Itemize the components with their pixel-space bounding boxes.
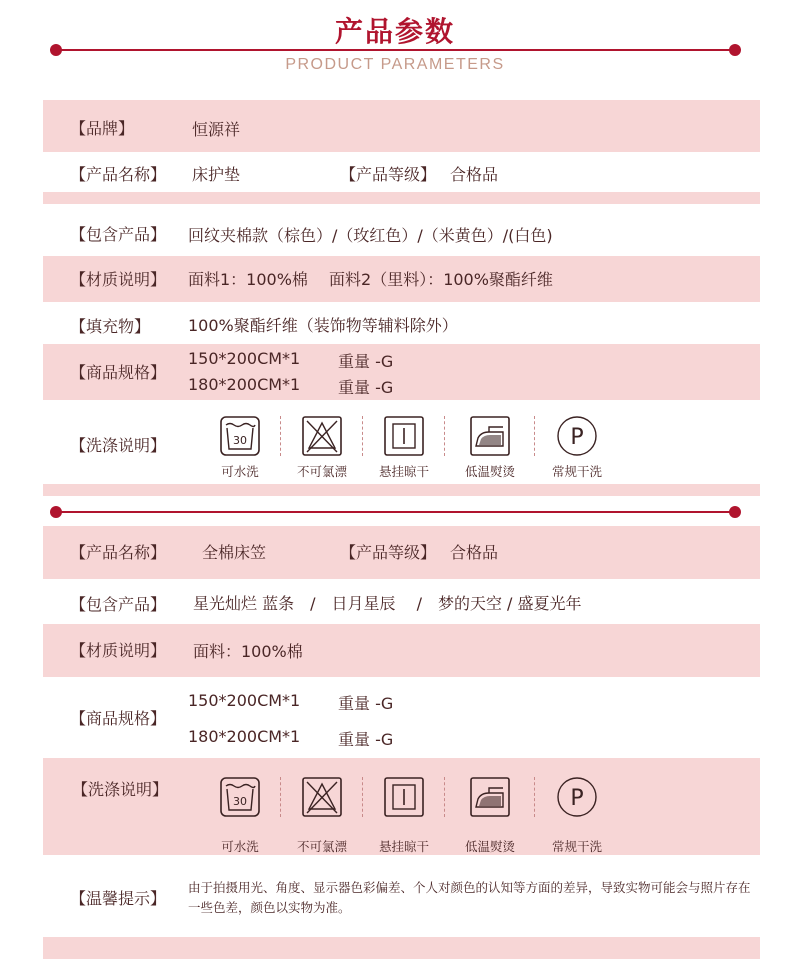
tips-text: 由于拍摄用光、角度、显示器色彩偏差、个人对颜色的认知等方面的差异，导致实物可能会与照片存在一些色差，颜色以实物为准。: [188, 880, 751, 915]
icon-separator: [534, 416, 535, 456]
wash-item: [200, 775, 280, 855]
material-label: 【材质说明】: [70, 641, 167, 660]
product-name-value: 床护垫: [192, 165, 241, 184]
wash-caption: 可水洗: [221, 464, 259, 479]
divider-dot-right: [729, 44, 741, 56]
spec-size: 180*200CM*1: [188, 375, 301, 394]
spec-size: 150*200CM*1: [188, 691, 301, 710]
wash-caption: 低温熨烫: [464, 464, 515, 479]
spec-label: 【商品规格】: [70, 709, 167, 728]
spec-weight: 重量 -G: [338, 378, 394, 397]
wash-caption: 悬挂晾干: [378, 839, 429, 854]
product-grade-label: 【产品等级】: [340, 543, 437, 562]
tips-label: 【温馨提示】: [70, 889, 167, 908]
dry-clean-p-icon: [554, 414, 600, 458]
includes-value: 回纹夹棉款（棕色）/（玫红色）/（米黄色）/(白色): [188, 226, 553, 245]
divider-dot-left: [50, 506, 62, 518]
wash-caption: 不可氯漂: [296, 464, 347, 479]
wash-icons: [215, 414, 615, 484]
filling-label: 【填充物】: [70, 317, 151, 336]
spec-label: 【商品规格】: [70, 363, 167, 382]
no-bleach-icon: [299, 775, 345, 819]
brand-value: 恒源祥: [192, 120, 241, 139]
product-name-value: 全棉床笠: [202, 543, 267, 562]
divider-dot-right: [729, 506, 741, 518]
wash-item: [364, 414, 444, 480]
wash-item: [364, 775, 444, 855]
icon-separator: [280, 416, 281, 456]
wash-item: [282, 414, 362, 480]
wash-caption: 不可氯漂: [296, 839, 347, 854]
wash-item: [537, 414, 617, 480]
wash-label: 【洗涤说明】: [72, 780, 169, 799]
includes-label: 【包含产品】: [70, 225, 167, 244]
low-iron-icon: [467, 414, 513, 458]
svg-text:P: P: [570, 786, 584, 811]
spec-size: 180*200CM*1: [188, 727, 301, 746]
wash-icons: [215, 775, 615, 854]
spec-weight: 重量 -G: [338, 352, 394, 371]
divider-dot-left: [50, 44, 62, 56]
includes-value: 星光灿烂 蓝条 / 日月星辰 / 梦的天空 / 盛夏光年: [193, 594, 582, 613]
includes-label: 【包含产品】: [70, 595, 167, 614]
icon-separator: [534, 777, 535, 817]
icon-separator: [362, 416, 363, 456]
no-bleach-icon: [299, 414, 345, 458]
wash-caption: 可水洗: [221, 839, 259, 854]
product-grade-value: 合格品: [450, 165, 499, 184]
wash-item: [450, 414, 530, 480]
icon-separator: [362, 777, 363, 817]
dry-clean-p-icon: [554, 775, 600, 819]
line-dry-icon: [381, 775, 427, 819]
svg-text:P: P: [570, 425, 584, 450]
spec-weight: 重量 -G: [338, 730, 394, 749]
page-title: 产品参数: [334, 15, 455, 48]
line-dry-icon: [381, 414, 427, 458]
material-value: 面料1：100%棉 面料2（里料）：100%聚酯纤维: [188, 270, 553, 289]
filling-value: 100%聚酯纤维（装饰物等辅料除外）: [188, 316, 458, 335]
row-band-bottom: [43, 937, 760, 959]
wash-label: 【洗涤说明】: [70, 436, 167, 455]
low-iron-icon: [467, 775, 513, 819]
row-band-bottom: [43, 484, 760, 496]
wash-item: [537, 775, 617, 855]
icon-separator: [444, 777, 445, 817]
hand-wash-30-icon: [217, 775, 263, 819]
svg-text:30: 30: [233, 434, 247, 447]
wash-caption: 常规干洗: [551, 839, 602, 854]
page-subtitle: PRODUCT PARAMETERS: [285, 56, 505, 73]
material-value: 面料：100%棉: [193, 642, 303, 661]
hand-wash-30-icon: [217, 414, 263, 458]
product-name-label: 【产品名称】: [70, 165, 167, 184]
brand-label: 【品牌】: [70, 119, 135, 138]
header-divider: [56, 49, 734, 51]
row-band-brand: [43, 100, 760, 152]
product-grade-value: 合格品: [450, 543, 499, 562]
wash-caption: 悬挂晾干: [378, 464, 429, 479]
wash-item: [200, 414, 280, 480]
section-divider: [56, 511, 734, 513]
icon-separator: [280, 777, 281, 817]
spec-weight: 重量 -G: [338, 694, 394, 713]
wash-caption: 低温熨烫: [464, 839, 515, 854]
icon-separator: [444, 416, 445, 456]
material-label: 【材质说明】: [70, 270, 167, 289]
spec-size: 150*200CM*1: [188, 349, 301, 368]
row-band-spacer: [43, 192, 760, 204]
wash-item: [450, 775, 530, 855]
wash-item: [282, 775, 362, 855]
wash-caption: 常规干洗: [551, 464, 602, 479]
product-grade-label: 【产品等级】: [340, 165, 437, 184]
svg-text:30: 30: [233, 795, 247, 808]
product-name-label: 【产品名称】: [70, 543, 167, 562]
